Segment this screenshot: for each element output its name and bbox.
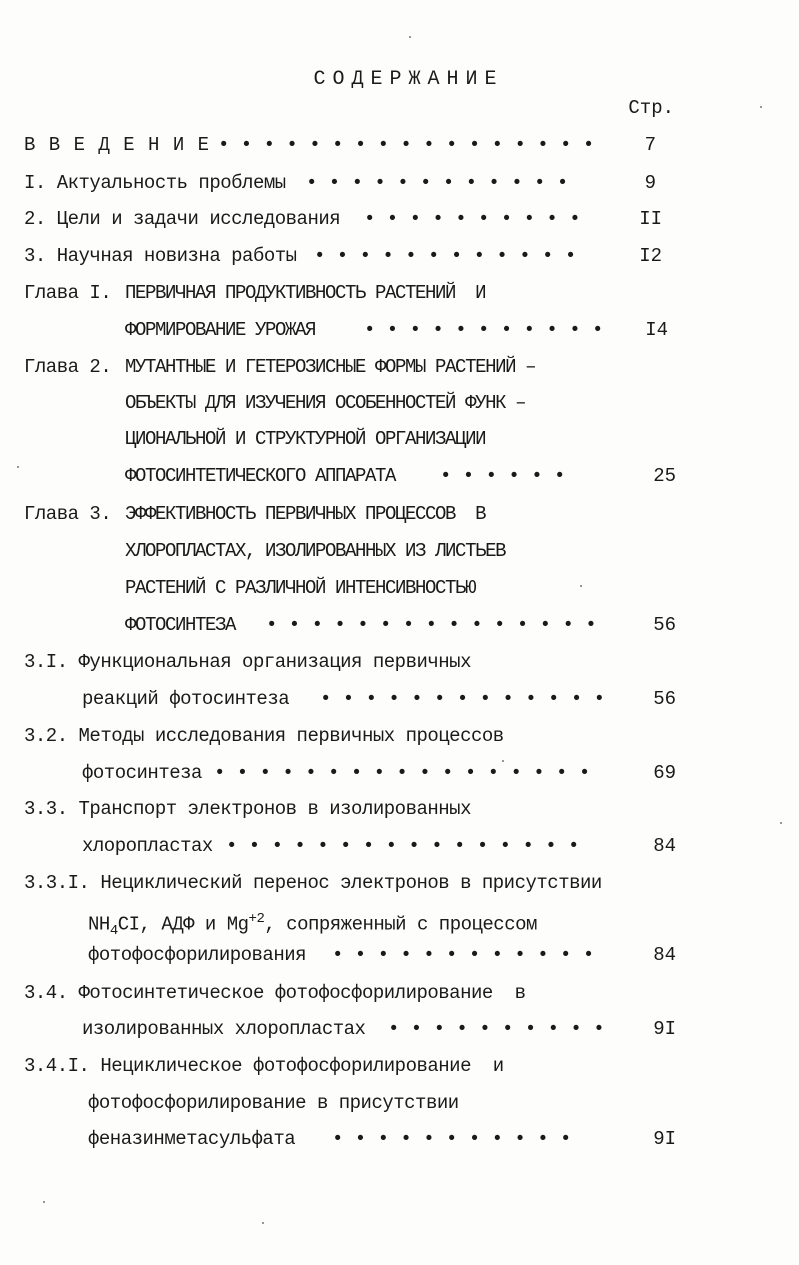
page-number: 25 bbox=[653, 465, 676, 487]
toc-entry-novelty: 3. Научная новизна работы bbox=[24, 245, 297, 267]
page-number: 9I bbox=[653, 1128, 676, 1150]
page-number: 84 bbox=[653, 944, 676, 966]
scan-speck bbox=[17, 466, 19, 468]
toc-entry-3-4-1: 3.4.I. Нециклическое фотофосфорилирование и bbox=[24, 1055, 504, 1077]
chapter-label: Глава 3. bbox=[24, 503, 112, 525]
leader-dots: • • • • • • • • • • • • • • • • bbox=[226, 835, 580, 857]
leader-dots: • • • • • • • • • • bbox=[364, 208, 581, 230]
leader-dots: • • • • • • • • • • • • • • • • • bbox=[214, 762, 591, 784]
page-number: 56 bbox=[653, 688, 676, 710]
toc-entry-3-2-cont: фотосинтеза bbox=[82, 762, 202, 784]
page-number: I2 bbox=[639, 245, 662, 267]
leader-dots: • • • • • • • • • • • • bbox=[306, 172, 569, 194]
leader-dots: • • • • • • • • • • • • bbox=[332, 944, 595, 966]
scan-speck bbox=[760, 106, 762, 108]
leader-dots: • • • • • • • • • • • • • • • • • bbox=[218, 134, 595, 156]
page-number: 84 bbox=[653, 835, 676, 857]
page-number: 69 bbox=[653, 762, 676, 784]
toc-entry-3-1: 3.I. Функциональная организация первичных bbox=[24, 651, 471, 673]
chapter-title-cont: ФОРМИРОВАНИЕ УРОЖАЯ bbox=[125, 319, 316, 341]
toc-entry-relevance: I. Актуальность проблемы bbox=[24, 172, 286, 194]
toc-entry-3-3-cont: хлоропластах bbox=[82, 835, 213, 857]
scan-speck bbox=[43, 1201, 45, 1203]
page-column-header: Стр. bbox=[628, 97, 674, 119]
formula-part: NH bbox=[88, 913, 110, 936]
chapter-title-cont: ЦИОНАЛЬНОЙ И СТРУКТУРНОЙ ОРГАНИЗАЦИИ bbox=[125, 428, 486, 450]
formula-part: CI, АДФ и Mg bbox=[117, 913, 249, 936]
toc-entry-3-2: 3.2. Методы исследования первичных процессов bbox=[24, 725, 504, 747]
page-number: 56 bbox=[653, 614, 676, 636]
toc-entry-introduction: В В Е Д Е Н И Е bbox=[24, 134, 211, 156]
chapter-title-cont: ФОТОСИНТЕЗА bbox=[125, 614, 236, 636]
toc-entry-3-3-1: 3.3.I. Нециклический перенос электронов в присутствии bbox=[24, 872, 602, 894]
scan-speck bbox=[502, 760, 504, 762]
toc-entry-3-4-1-cont: феназинметасульфата bbox=[88, 1128, 296, 1150]
chapter-title-cont: ХЛОРОПЛАСТАХ, ИЗОЛИРОВАННЫХ ИЗ ЛИСТЬЕВ bbox=[125, 540, 506, 562]
leader-dots: • • • • • • bbox=[440, 465, 566, 487]
leader-dots: • • • • • • • • • • • • bbox=[314, 245, 577, 267]
formula-part: , сопряженный с процессом bbox=[264, 913, 537, 936]
leader-dots: • • • • • • • • • • bbox=[388, 1018, 605, 1040]
leader-dots: • • • • • • • • • • • bbox=[332, 1128, 572, 1150]
chapter-title-cont: ФОТОСИНТЕТИЧЕСКОГО АППАРАТА bbox=[125, 465, 396, 487]
formula-subscript: 4 bbox=[109, 923, 118, 940]
page-number: 9 bbox=[644, 172, 656, 194]
toc-entry-3-3-1-cont bbox=[88, 908, 537, 942]
chapter-title: МУТАНТНЫЕ И ГЕТЕРОЗИСНЫЕ ФОРМЫ РАСТЕНИЙ – bbox=[125, 356, 536, 378]
chapter-label: Глава 2. bbox=[24, 356, 112, 378]
chapter-label: Глава I. bbox=[24, 282, 112, 304]
scan-speck bbox=[262, 1222, 264, 1224]
chapter-title: ПЕРВИЧНАЯ ПРОДУКТИВНОСТЬ РАСТЕНИЙ И bbox=[125, 282, 486, 304]
page-number: II bbox=[639, 208, 662, 230]
page-number: 9I bbox=[653, 1018, 676, 1040]
toc-entry-goals: 2. Цели и задачи исследования bbox=[24, 208, 341, 230]
scan-speck bbox=[780, 822, 782, 824]
leader-dots: • • • • • • • • • • • • • • • bbox=[266, 614, 597, 636]
toc-entry-3-3: 3.3. Транспорт электронов в изолированных bbox=[24, 798, 471, 820]
leader-dots: • • • • • • • • • • • bbox=[364, 319, 604, 341]
toc-entry-3-4-cont: изолированных хлоропластах bbox=[82, 1018, 366, 1040]
scan-speck bbox=[409, 36, 411, 38]
chapter-title-cont: РАСТЕНИЙ С РАЗЛИЧНОЙ ИНТЕНСИВНОСТЬЮ bbox=[125, 577, 476, 599]
toc-entry-3-3-1-cont: фотофосфорилирования bbox=[88, 944, 307, 966]
formula-superscript: +2 bbox=[248, 911, 265, 927]
toc-entry-3-4: 3.4. Фотосинтетическое фотофосфорилирование в bbox=[24, 982, 526, 1004]
chapter-title-cont: ОБЪЕКТЫ ДЛЯ ИЗУЧЕНИЯ ОСОБЕННОСТЕЙ ФУНК – bbox=[125, 392, 526, 414]
page-title: СОДЕРЖАНИЕ bbox=[313, 68, 504, 91]
toc-entry-3-4-1-cont: фотофосфорилирование в присутствии bbox=[88, 1092, 459, 1114]
scan-speck bbox=[580, 585, 582, 587]
page-number: I4 bbox=[645, 319, 668, 341]
leader-dots: • • • • • • • • • • • • • bbox=[320, 688, 606, 710]
toc-entry-3-1-cont: реакций фотосинтеза bbox=[82, 688, 290, 710]
chapter-title: ЭФФЕКТИВНОСТЬ ПЕРВИЧНЫХ ПРОЦЕССОВ В bbox=[125, 503, 486, 525]
page-number: 7 bbox=[644, 134, 656, 156]
